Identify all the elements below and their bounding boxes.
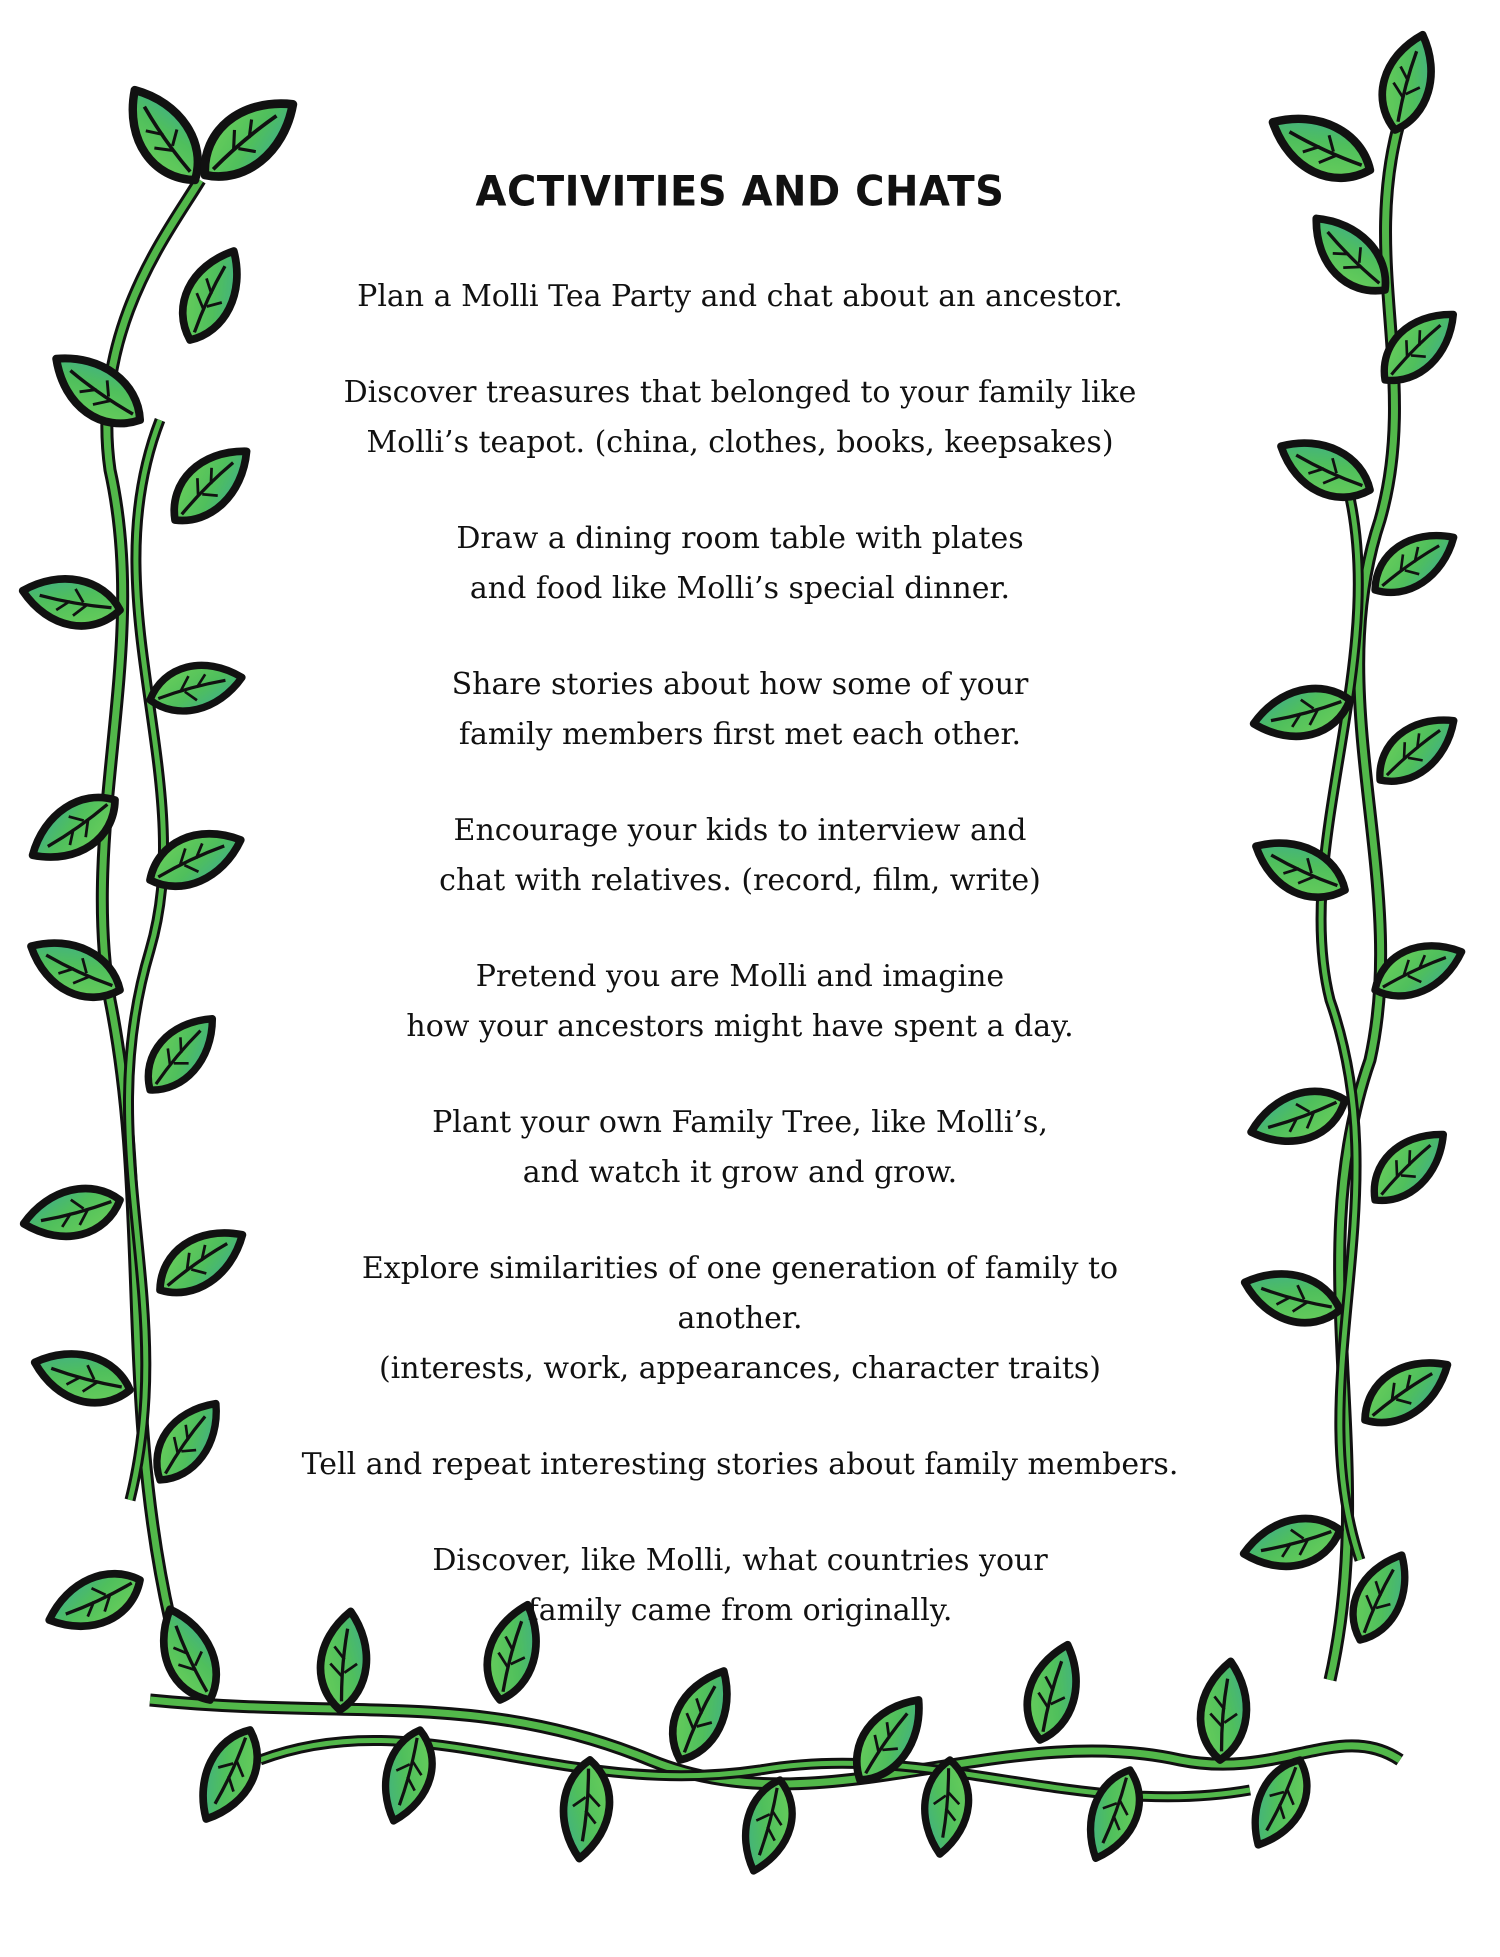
activity-line: Discover, like Molli, what countries your [432, 1543, 1048, 1578]
activity-item [300, 1536, 1180, 1636]
activity-line: (interests, work, appearances, character traits) [378, 1351, 1102, 1386]
activity-line: and food like Molli’s special dinner. [469, 571, 1011, 606]
activity-item [300, 1244, 1180, 1394]
activities-text [300, 167, 1180, 1682]
activity-line: family members first met each other. [458, 717, 1022, 752]
activity-line: Plant your own Family Tree, like Molli’s, [432, 1105, 1048, 1140]
activity-line: Encourage your kids to interview and [453, 813, 1027, 848]
activity-line: chat with relatives. (record, film, write) [439, 863, 1041, 898]
activity-line: Pretend you are Molli and imagine [475, 959, 1005, 994]
activity-line: Tell and repeat interesting stories about family members. [301, 1447, 1179, 1482]
activity-line: Explore similarities of one generation of family to another. [361, 1251, 1119, 1336]
activity-line: family came from originally. [527, 1593, 953, 1628]
activity-line: Draw a dining room table with plates [456, 521, 1024, 556]
activity-item [300, 952, 1180, 1052]
activity-line: Discover treasures that belonged to your family like [343, 375, 1137, 410]
activity-line: how your ancestors might have spent a day. [406, 1009, 1074, 1044]
page-title: ACTIVITIES AND CHATS [475, 167, 1005, 217]
activity-item [300, 514, 1180, 614]
activity-item [300, 1440, 1180, 1490]
activity-item [300, 806, 1180, 906]
activity-line: Share stories about how some of your [451, 667, 1029, 702]
activity-line: Plan a Molli Tea Party and chat about an ancestor. [357, 279, 1123, 314]
activity-item [300, 272, 1180, 322]
activity-item [300, 368, 1180, 468]
activity-item [300, 660, 1180, 760]
activity-line: Molli’s teapot. (china, clothes, books, keepsakes) [366, 425, 1114, 460]
activity-line: and watch it grow and grow. [522, 1155, 958, 1190]
activity-item [300, 1098, 1180, 1198]
